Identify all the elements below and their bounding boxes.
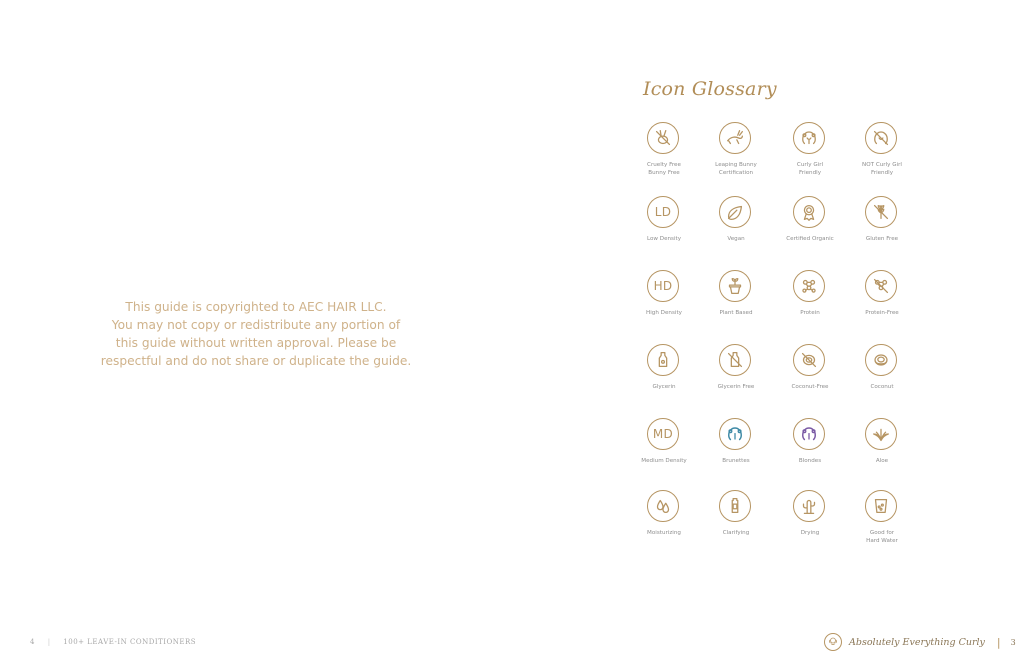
glossary-item-label — [628, 383, 700, 391]
glossary-item-label — [846, 235, 918, 243]
glossary-item — [628, 490, 700, 562]
glossary-item-label — [774, 235, 846, 243]
protein-free-icon — [865, 270, 897, 302]
glossary-label-line-1: Glycerin — [652, 384, 676, 390]
glossary-label-line-1: Gluten Free — [865, 236, 899, 242]
water-drop-icon — [647, 490, 679, 522]
leaping-bunny-icon — [719, 122, 751, 154]
glossary-item — [774, 122, 846, 194]
glossary-label-line-2: Bunny Free — [648, 170, 680, 176]
glossary-item — [774, 344, 846, 416]
glossary-label-line-1: Curly Girl — [796, 162, 824, 168]
glossary-label-line-1: Low Density — [646, 236, 682, 242]
glossary-item-label — [628, 457, 700, 465]
glossary-label-line-1: Certified Organic — [786, 236, 834, 242]
curly-woman-logo-icon — [824, 633, 842, 651]
glossary-item — [846, 418, 918, 490]
copyright-line-2: You may not copy or redistribute any portion of — [111, 318, 401, 332]
glossary-item-label — [628, 309, 700, 317]
footer-right-separator: | — [996, 635, 1001, 649]
glossary-label-line-1: Aloe — [875, 458, 889, 464]
glossary-label-line-1: Moisturizing — [647, 530, 681, 536]
low-density-icon — [647, 196, 679, 228]
glossary-item-label — [700, 529, 772, 537]
glycerin-bottle-icon — [647, 344, 679, 376]
high-density-icon — [647, 270, 679, 302]
glossary-label-line-1: NOT Curly Girl — [862, 162, 902, 168]
glossary-item — [846, 270, 918, 342]
gluten-free-icon — [865, 196, 897, 228]
footer-left-title: 100+ LEAVE-IN CONDITIONERS — [63, 638, 197, 646]
glossary-item — [628, 196, 700, 268]
glossary-label-line-2: Friendly — [798, 170, 822, 176]
glossary-item — [774, 270, 846, 342]
glossary-item-label — [774, 161, 846, 177]
glossary-item-label — [774, 383, 846, 391]
glossary-label-line-1: Protein — [800, 310, 820, 316]
glossary-item — [700, 122, 772, 194]
medium-density-icon — [647, 418, 679, 450]
glossary-item — [700, 270, 772, 342]
footer-brand: Absolutely Everything Curly — [849, 636, 985, 648]
glossary-item — [774, 418, 846, 490]
glossary-item-label — [774, 309, 846, 317]
glossary-label-line-1: High Density — [646, 310, 682, 316]
not-curly-girl-icon — [865, 122, 897, 154]
footer-right-page-number: 3 — [1010, 637, 1016, 647]
footer-left-separator: | — [47, 638, 51, 646]
glossary-label-line-1: Good for — [869, 530, 895, 536]
glossary-item — [700, 490, 772, 562]
glossary-item — [700, 196, 772, 268]
blonde-curls-icon — [793, 418, 825, 450]
glossary-item — [846, 122, 918, 194]
glossary-label-line-2: Hard Water — [866, 538, 898, 544]
clarifying-bottle-icon — [719, 490, 751, 522]
copyright-notice — [86, 298, 426, 370]
vegan-leaf-icon — [719, 196, 751, 228]
footer-left-page-number: 4 — [30, 638, 35, 646]
glossary-item-label — [846, 529, 918, 545]
glossary-item — [628, 122, 700, 194]
glossary-item — [774, 196, 846, 268]
glossary-label-line-1: Brunettes — [722, 458, 750, 464]
glossary-label-line-1: Protein-Free — [865, 310, 899, 316]
glossary-label-line-1: Leaping Bunny — [715, 162, 757, 168]
glossary-item-label — [628, 235, 700, 243]
glossary-item — [628, 344, 700, 416]
protein-molecule-icon — [793, 270, 825, 302]
glossary-item — [774, 490, 846, 562]
glossary-title: Icon Glossary — [643, 78, 777, 100]
glossary-label-line-1: Glycerin Free — [717, 384, 755, 390]
glossary-item-label — [846, 161, 918, 177]
glossary-item-label — [628, 529, 700, 537]
glossary-item — [628, 270, 700, 342]
glossary-label-line-1: Medium Density — [641, 458, 687, 464]
glossary-item-label — [700, 235, 772, 243]
glossary-item-label — [700, 309, 772, 317]
glossary-item-label — [846, 457, 918, 465]
glossary-label-line-1: Blondes — [798, 458, 822, 464]
icon-glossary-grid — [628, 122, 916, 552]
aloe-icon — [865, 418, 897, 450]
density-abbreviation: MD — [652, 427, 674, 441]
glossary-item — [700, 344, 772, 416]
coconut-icon — [865, 344, 897, 376]
glossary-label-line-1: Plant Based — [719, 310, 753, 316]
glossary-label-line-2: Certification — [718, 170, 754, 176]
copyright-line-1: This guide is copyrighted to AEC HAIR LLC. — [125, 300, 387, 314]
copyright-line-3: this guide without written approval. Please be — [115, 336, 397, 350]
footer-right — [824, 632, 1016, 652]
glossary-item-label — [700, 161, 772, 177]
plant-pot-icon — [719, 270, 751, 302]
glossary-item — [700, 418, 772, 490]
glossary-label-line-1: Coconut-Free — [791, 384, 829, 390]
glossary-label-line-1: Coconut — [870, 384, 894, 390]
glossary-label-line-1: Vegan — [727, 236, 745, 242]
glossary-item-label — [700, 383, 772, 391]
glossary-label-line-2: Friendly — [870, 170, 894, 176]
curly-girl-icon — [793, 122, 825, 154]
certified-organic-icon — [793, 196, 825, 228]
glossary-item — [846, 196, 918, 268]
glossary-item-label — [700, 457, 772, 465]
glossary-label-line-1: Drying — [800, 530, 820, 536]
glossary-item-label — [774, 529, 846, 537]
glossary-item — [846, 344, 918, 416]
hard-water-glass-icon — [865, 490, 897, 522]
glossary-item — [628, 418, 700, 490]
glossary-item — [846, 490, 918, 562]
glossary-item-label — [628, 161, 700, 177]
footer-left — [30, 638, 196, 646]
density-abbreviation: LD — [654, 205, 672, 219]
brunette-curls-icon — [719, 418, 751, 450]
glossary-label-line-1: Clarifying — [722, 530, 750, 536]
glycerin-free-icon — [719, 344, 751, 376]
density-abbreviation: HD — [653, 279, 673, 293]
glossary-item-label — [846, 309, 918, 317]
glossary-label-line-1: Cruelty Free — [647, 162, 681, 168]
coconut-free-icon — [793, 344, 825, 376]
copyright-line-4: respectful and do not share or duplicate the guide. — [100, 354, 412, 368]
cactus-icon — [793, 490, 825, 522]
glossary-item-label — [846, 383, 918, 391]
bunny-free-icon — [647, 122, 679, 154]
glossary-item-label — [774, 457, 846, 465]
